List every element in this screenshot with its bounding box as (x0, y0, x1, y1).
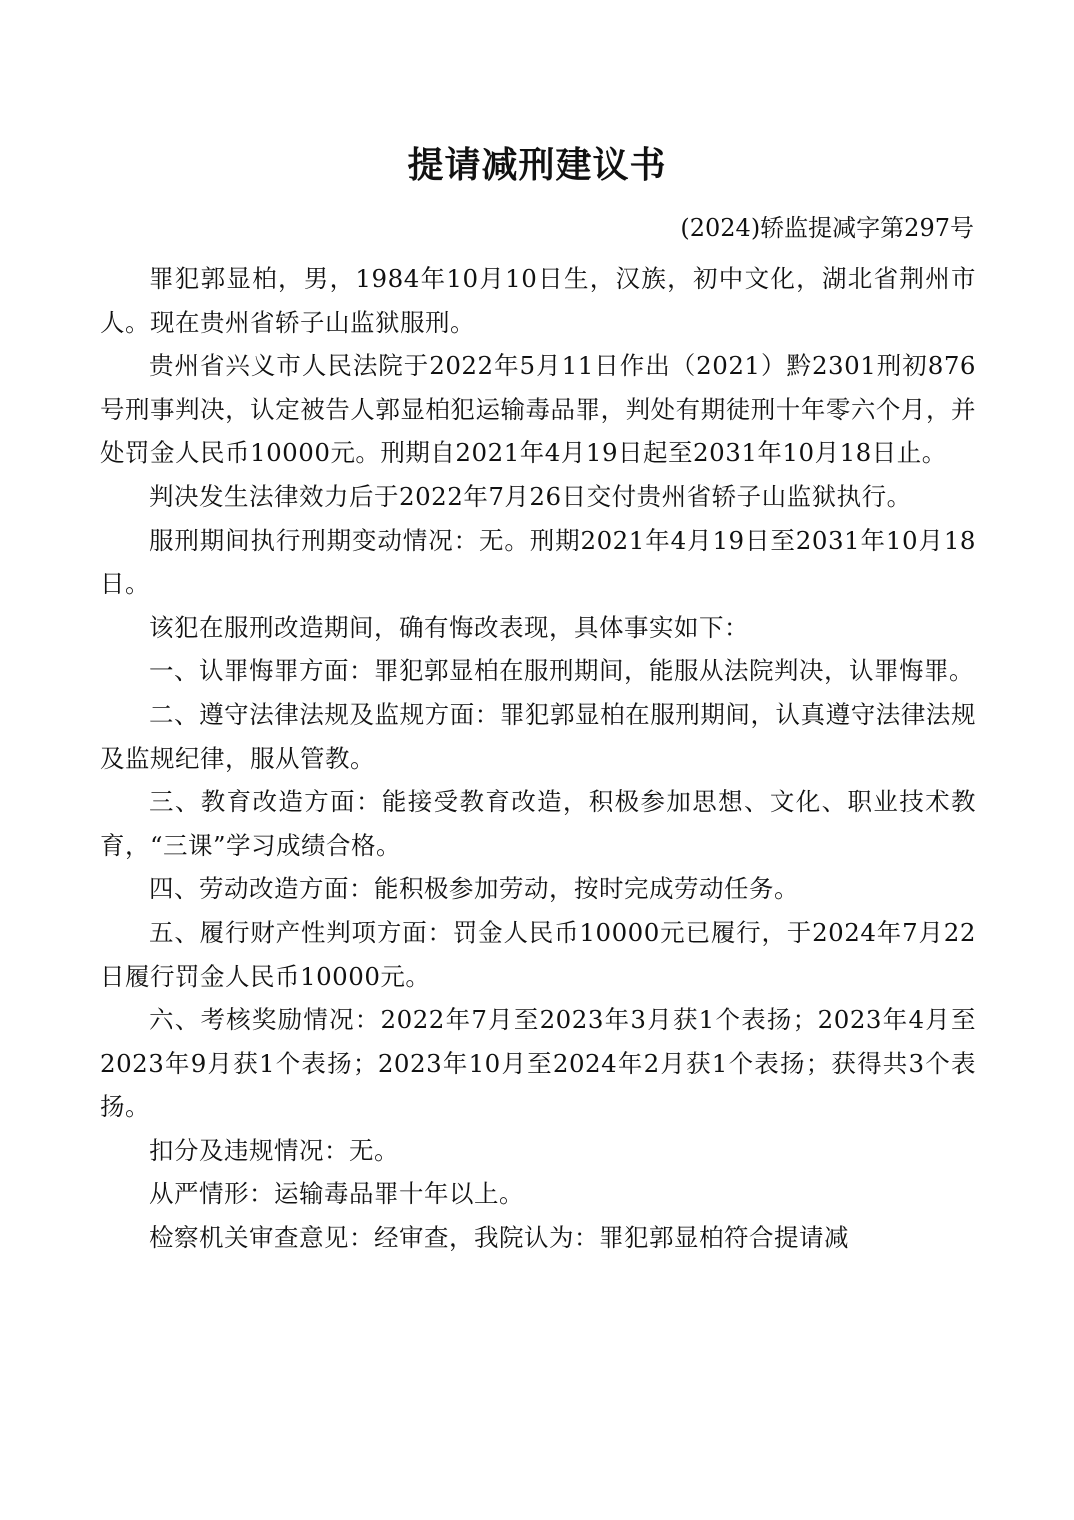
document-body (100, 257, 976, 1260)
paragraph-delivery: 判决发生法律效力后于2022年7月26日交付贵州省轿子山监狱执行。 (149, 481, 912, 511)
paragraph-sentence-change: 服刑期间执行刑期变动情况：无。刑期2021年4月19日至2031年10月18日。 (100, 525, 976, 599)
paragraph-judgment: 贵州省兴义市人民法院于2022年5月11日作出（2021）黔2301刑初876号刑事判决，认定被告人郭显柏犯运输毒品罪，判处有期徒刑十年零六个月，并处罚金人民币10000元。刑期自2021年4月19日起至2031年10月18日止。 (100, 351, 976, 468)
paragraph-violations: 扣分及违规情况：无。 (149, 1135, 399, 1165)
paragraph-strict-circumstances: 从严情形：运输毒品罪十年以上。 (149, 1179, 524, 1209)
document-title: 提请减刑建议书 (407, 145, 667, 186)
paragraph-item-6: 六、考核奖励情况：2022年7月至2023年3月获1个表扬；2023年4月至2023年9月获1个表扬；2023年10月至2024年2月获1个表扬；获得共3个表扬。 (100, 1005, 976, 1122)
paragraph-item-1: 一、认罪悔罪方面：罪犯郭显柏在服刑期间，能服从法院判决，认罪悔罪。 (149, 656, 974, 686)
paragraph-procuratorate-opinion: 检察机关审查意见：经审查，我院认为：罪犯郭显柏符合提请减 (149, 1223, 849, 1253)
paragraph-repentance-intro: 该犯在服刑改造期间，确有悔改表现，具体事实如下： (149, 612, 749, 642)
paragraph-criminal-info: 罪犯郭显柏，男，1984年10月10日生，汉族，初中文化，湖北省荆州市人。现在贵州省轿子山监狱服刑。 (100, 264, 976, 337)
paragraph-item-3: 三、教育改造方面：能接受教育改造，积极参加思想、文化、职业技术教育，“三课”学习成绩合格。 (100, 787, 976, 860)
paragraph-item-5: 五、履行财产性判项方面：罚金人民币10000元已履行，于2024年7月22日履行罚金人民币10000元。 (100, 917, 976, 991)
paragraph-item-2: 二、遵守法律法规及监规方面：罪犯郭显柏在服刑期间，认真遵守法律法规及监规纪律，服从管教。 (100, 699, 976, 773)
document-number: (2024)轿监提减字第297号 (680, 214, 974, 242)
paragraph-item-4: 四、劳动改造方面：能积极参加劳动，按时完成劳动任务。 (149, 874, 799, 904)
